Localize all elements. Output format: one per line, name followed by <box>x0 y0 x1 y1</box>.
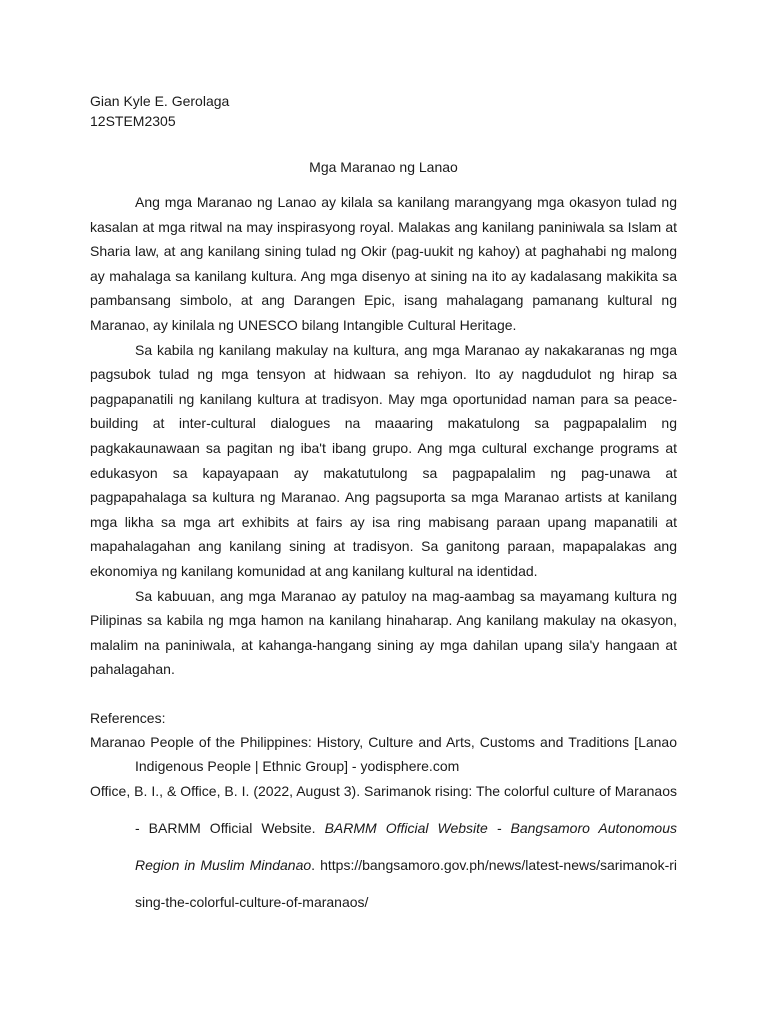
reference-item-2 <box>90 773 677 921</box>
class-section: 12STEM2305 <box>90 113 176 129</box>
body-paragraph-3: Sa kabuuan, ang mga Maranao ay patuloy na mag-aambag sa mayamang kultura ng Pilipinas sa kabila ng mga hamon na kanilang hinaharap. Ang kanilang makulay na okasyon, malalim na paniniwala, at kahanga-hangang sining ay mga dahilan upang sila'y hangaan at pahalagahan. <box>90 587 677 678</box>
reference-2-citation: Office, B. I., & Office, B. I. (2022, August 3). Sarimanok rising: The colorful culture of Maranaos - BARMM Official Website. <box>90 783 677 837</box>
references-heading: References: <box>90 709 166 726</box>
body-paragraph-2: Sa kabila ng kanilang makulay na kultura, ang mga Maranao ay nakakaranas ng mga pagsubok tulad ng mga tensyon at hidwaan sa rehiyon. Ito ay nagdudulot ng hirap sa pagpapanatili ng kanilang kultura at tradisyon. May mga oportunidad naman para sa peace-building at inter-cultural dialogues na maaaring makatulong sa pagpapalalim ng pagkakaunawaan sa pagitan ng iba't ibang grupo. Ang mga cultural exchange programs at edukasyon sa kapayapaan ay makatutulong sa pagpapalalim ng pag-unawa at pagpapahalaga sa kultura ng Maranao. Ang pagsuporta sa mga Maranao artists at kanilang mga likha sa mga art exhibits at fairs ay isa ring mabisang paraan upang mapanatili at mapahalagahan ang kanilang sining at tradisyon. Sa ganitong paraan, mapapalakas ang ekonomiya ng kanilang komunidad at ang kanilang kultural na identidad. <box>90 341 677 579</box>
body-paragraph-1: Ang mga Maranao ng Lanao ay kilala sa kanilang marangyang mga okasyon tulad ng kasalan at mga ritwal na may inspirasyong royal. Malakas ang kanilang paniniwala sa Islam at Sharia law, at ang kanilang sining tulad ng Okir (pag-uukit ng kahoy) at paghahabi ng malong ay mahalaga sa kanilang kultura. Ang mga disenyo at sining na ito ay kadalasang makikita sa pambansang simbolo, at ang Darangen Epic, isang mahalagang pamanang kultural ng Maranao, ay kinilala ng UNESCO bilang Intangible Cultural Heritage. <box>90 194 677 333</box>
reference-item-1: Maranao People of the Philippines: History, Culture and Arts, Customs and Traditions [Lanao Indigenous People | Ethnic Group] - yodisphere.com <box>90 733 677 775</box>
reference-2-site-title: BARMM Official Website - Bangsamoro Autonomous Region in Muslim Mindanao <box>135 820 677 874</box>
reference-2-url[interactable]: https://bangsamoro.gov.ph/news/latest-news/sarimanok-rising-the-colorful-culture-of-maranaos/ <box>135 857 677 911</box>
reference-2-separator: . <box>311 857 321 874</box>
document-title: Mga Maranao ng Lanao <box>309 159 458 175</box>
author-name: Gian Kyle E. Gerolaga <box>90 93 230 109</box>
document-page <box>90 91 677 921</box>
